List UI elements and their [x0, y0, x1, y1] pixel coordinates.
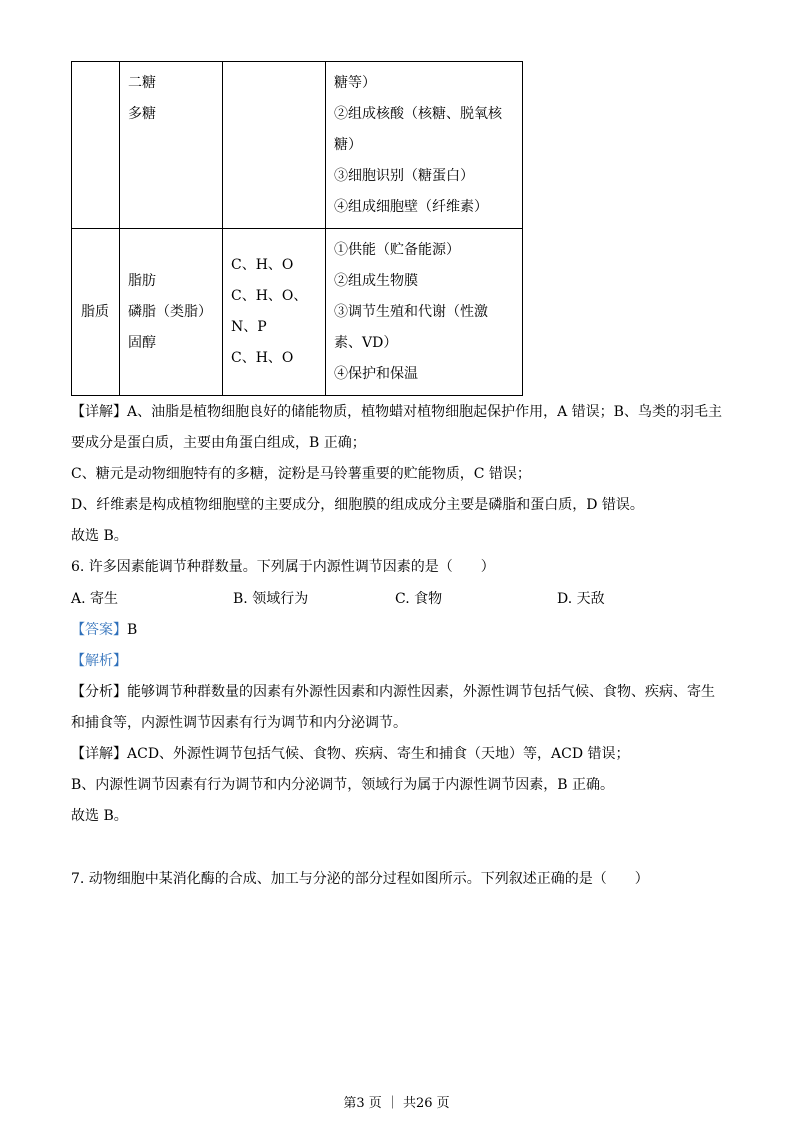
page-footer: 第3 页 ｜ 共26 页 [343, 1096, 450, 1111]
cell-line: ③细胞识别（糖蛋白） [334, 168, 474, 184]
cell-line: ③调节生殖和代谢（性激 [334, 304, 488, 320]
q5-conclusion: 故选 B。 [71, 528, 128, 544]
q6-analysis-line-1 [71, 682, 715, 702]
option-d: D. 天敌 [557, 591, 605, 607]
table-cell-elements [223, 62, 326, 229]
option-b: B. 领域行为 [233, 591, 309, 607]
table-cell-functions [326, 62, 523, 229]
detail-tag: 【详解】 [71, 746, 127, 762]
cell-line: 固醇 [128, 335, 156, 351]
table-cell-category [72, 62, 120, 229]
q6-detail-line-1 [71, 744, 630, 764]
q6-conclusion: 故选 B。 [71, 808, 128, 824]
q5-option-d-explanation: D、纤维素是构成植物细胞壁的主要成分，细胞膜的组成成分主要是磷脂和蛋白质，D 错误。 [71, 497, 644, 513]
cell-line: ②组成核酸（核糖、脱氧核 [334, 106, 502, 122]
q5-detail-line-2: 要成分是蛋白质，主要由角蛋白组成，B 正确； [71, 435, 366, 451]
q6-stem: 6. 许多因素能调节种群数量。下列属于内源性调节因素的是（ ） [71, 559, 495, 575]
cell-line: 磷脂（类脂） [128, 304, 212, 320]
table-cell-types [120, 62, 223, 229]
analysis-tag: 【解析】 [71, 653, 127, 669]
cell-line: 脂质 [81, 303, 109, 320]
q7-stem: 7. 动物细胞中某消化酶的合成、加工与分泌的部分过程如图所示。下列叙述正确的是（ ） [71, 871, 649, 887]
fenxi-tag: 【分析】 [71, 684, 127, 700]
cell-line: 二糖 [128, 75, 156, 91]
table-row-sugars [72, 62, 523, 229]
cell-line: ②组成生物膜 [334, 273, 418, 289]
cell-line: 糖） [334, 137, 362, 153]
cell-line: 素、VD） [334, 335, 398, 351]
cell-line: ④保护和保温 [334, 366, 418, 382]
q5-detail-line-1 [71, 402, 722, 422]
cell-line: C、H、O [231, 350, 294, 366]
detail-text: ACD、外源性调节包括气候、食物、疾病、寄生和捕食（天地）等，ACD 错误； [127, 746, 630, 762]
table-cell-types [120, 229, 223, 396]
table-cell-functions [326, 229, 523, 396]
answer-tag: 【答案】 [71, 622, 127, 638]
cell-line: 脂肪 [128, 273, 156, 289]
q6-analysis-line-2: 和捕食等，内源性调节因素有行为调节和内分泌调节。 [71, 715, 407, 731]
cell-line: N、P [231, 319, 267, 335]
biomolecule-table [71, 61, 523, 396]
cell-line: 糖等） [334, 75, 376, 91]
table-cell-category [72, 229, 120, 396]
option-c: C. 食物 [395, 591, 443, 607]
cell-line: ①供能（贮备能源） [334, 242, 460, 258]
cell-line: ④组成细胞壁（纤维素） [334, 199, 488, 215]
cell-line: C、H、O [231, 257, 294, 273]
answer-value: B [127, 622, 138, 638]
table-row-lipids [72, 229, 523, 396]
cell-line: 多糖 [128, 106, 156, 122]
q5-option-c-explanation: C、糖元是动物细胞特有的多糖，淀粉是马铃薯重要的贮能物质，C 错误； [71, 466, 531, 482]
q6-detail-line-2: B、内源性调节因素有行为调节和内分泌调节，领域行为属于内源性调节因素，B 正确。 [71, 777, 615, 793]
detail-text: A、油脂是植物细胞良好的储能物质，植物蜡对植物细胞起保护作用，A 错误；B、鸟类的羽毛主 [127, 404, 722, 420]
option-a: A. 寄生 [71, 591, 119, 607]
detail-tag: 【详解】 [71, 404, 127, 420]
table-cell-elements [223, 229, 326, 396]
q6-answer [71, 620, 137, 640]
q6-options [71, 588, 671, 608]
fenxi-text: 能够调节种群数量的因素有外源性因素和内源性因素，外源性调节包括气候、食物、疾病、寄生 [127, 684, 715, 700]
cell-line: C、H、O、 [231, 288, 308, 304]
